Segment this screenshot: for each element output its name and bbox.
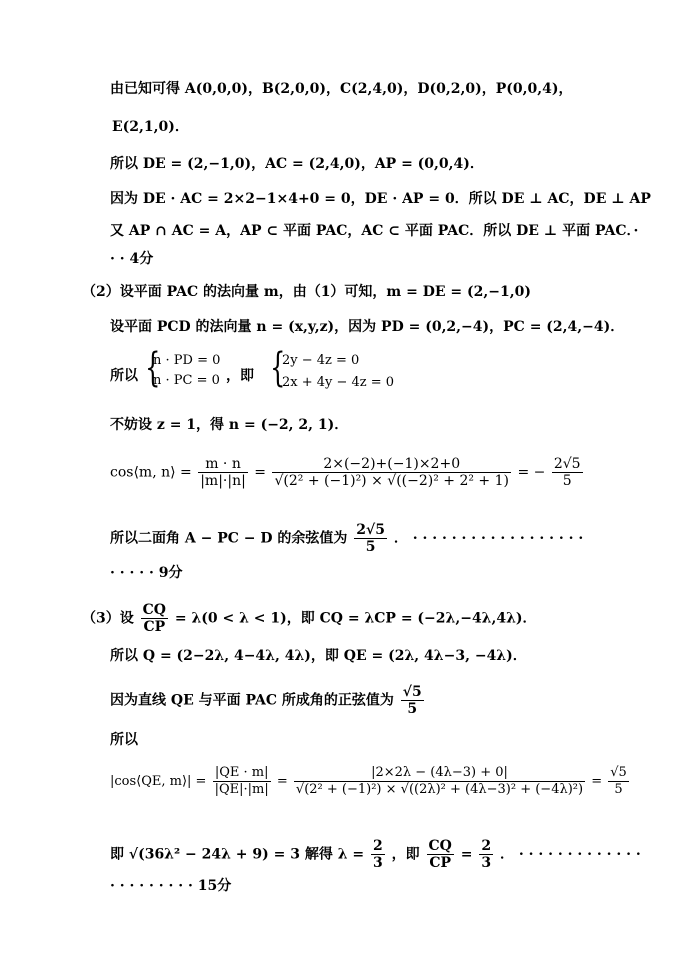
part3-ratio-den: CP — [143, 619, 166, 635]
angle-frac-1-num: |QE · m| — [213, 765, 271, 782]
answer-ratio-den: CP — [429, 855, 452, 871]
dihedral-frac-den: 5 — [365, 539, 376, 555]
cos-frac-3 — [552, 456, 583, 489]
cos-lhs: cos⟨m, n⟩ = — [110, 464, 192, 481]
cos-frac-1 — [198, 456, 248, 489]
lambda-frac — [371, 838, 385, 871]
namely-label: ，即 — [226, 368, 254, 384]
cos-frac-3-num: 2√5 — [553, 456, 581, 472]
system1-eq1: n · PD = 0 — [153, 353, 221, 368]
line-vectors: 所以 DE = (2,−1,0)，AC = (2,4,0)，AP = (0,0,4)． — [110, 156, 484, 172]
answer-ratio-frac — [427, 838, 454, 871]
angle-frac-2 — [294, 765, 585, 798]
cos-frac-1-num: m · n — [198, 456, 248, 473]
cos-frac-2-den: √(2² + (−1)²) × √((−2)² + 2² + 1) — [274, 473, 509, 489]
answer-value-frac — [479, 838, 493, 871]
angle-eq-1: = — [276, 774, 288, 789]
part3-ratio-num: CQ — [142, 602, 166, 618]
sine-frac — [401, 684, 424, 717]
answer-eq: = — [460, 846, 473, 863]
score-part1: · · 4分 — [110, 251, 154, 267]
solve-lambda-row — [110, 838, 641, 871]
dihedral-frac — [354, 522, 387, 555]
angle-frac-2-den: √(2² + (−1)²) × √((2λ)² + (4λ−3)² + (−4λ)²) — [295, 782, 584, 797]
sine-frac-den: 5 — [407, 701, 418, 717]
line-part2-normal-m: （2）设平面 PAC 的法向量 m，由（1）可知，m = DE = (2,−1,0) — [82, 284, 531, 300]
answer-value-den: 3 — [481, 855, 492, 871]
cos-rhs-eq: = − — [517, 464, 546, 481]
angle-frac-1 — [213, 765, 271, 798]
score-part3: · · · · · · · · · 15分 — [110, 878, 232, 894]
cos-frac-2-num: 2×(−2)+(−1)×2+0 — [272, 456, 511, 473]
line-perpendicular: 因为 DE · AC = 2×2−1×4+0 = 0，DE · AP = 0．所以 DE ⊥ AC，DE ⊥ AP — [110, 191, 651, 207]
line-point-e: E(2,1,0)． — [112, 119, 189, 135]
dihedral-dots: ． · · · · · · · · · · · · · · · · · · — [393, 530, 584, 547]
system1-eq2: n · PC = 0 — [153, 373, 220, 388]
dihedral-answer-row — [110, 522, 583, 555]
cos-frac-1-den: |m|·|n| — [200, 473, 246, 489]
part3-label: （3）设 — [82, 610, 134, 627]
part3-setup-row — [82, 602, 537, 635]
part3-ratio-frac — [141, 602, 168, 635]
so-label-2: 所以 — [110, 732, 138, 748]
cos-frac-2 — [272, 456, 511, 489]
angle-formula-row — [110, 765, 631, 798]
cos-frac-3-den: 5 — [562, 473, 572, 489]
angle-frac-1-den: |QE|·|m| — [214, 782, 269, 797]
left-brace-1: { — [145, 345, 161, 391]
angle-frac-3-den: 5 — [614, 782, 623, 797]
system2-eq2: 2x + 4y − 4z = 0 — [282, 375, 395, 390]
answer-ratio-num: CQ — [428, 838, 452, 854]
lambda-frac-den: 3 — [373, 855, 383, 871]
line-conclusion-1: 又 AP ∩ AC = A，AP ⊂ 平面 PAC，AC ⊂ 平面 PAC．所以 DE ⊥ 平面 PAC．· — [110, 223, 639, 239]
line-q-coordinates: 所以 Q = (2−2λ, 4−4λ, 4λ)，即 QE = (2λ, 4λ−3, −4λ)． — [110, 648, 527, 664]
line-points: 由已知可得 A(0,0,0)，B(2,0,0)，C(2,4,0)，D(0,2,0)，P(0,0,4)， — [110, 81, 573, 97]
left-brace-2: { — [270, 345, 286, 391]
sine-condition-row — [110, 684, 426, 717]
system2-eq1: 2y − 4z = 0 — [282, 353, 360, 368]
angle-frac-3-num: √5 — [610, 765, 627, 780]
line-set-z: 不妨设 z = 1，得 n = (−2, 2, 1)． — [110, 417, 349, 433]
sine-text: 因为直线 QE 与平面 PAC 所成角的正弦值为 — [110, 692, 394, 709]
score-part2: · · · · · 9分 — [110, 565, 183, 581]
answer-dots: ． · · · · · · · · · · · · · — [499, 846, 641, 863]
answer-value-num: 2 — [481, 838, 492, 854]
solve-text: 即 √(36λ² − 24λ + 9) = 3 解得 λ = — [110, 846, 365, 863]
dihedral-frac-num: 2√5 — [356, 522, 385, 538]
sine-frac-num: √5 — [402, 684, 422, 700]
angle-frac-2-num: |2×2λ − (4λ−3) + 0| — [294, 765, 585, 782]
solve-namely: ，即 — [391, 846, 420, 863]
line-part2-normal-n: 设平面 PCD 的法向量 n = (x,y,z)，因为 PD = (0,2,−4)，PC = (2,4,−4)． — [110, 319, 625, 335]
angle-frac-3 — [608, 765, 629, 798]
angle-lhs: |cos⟨QE, m⟩| = — [110, 774, 207, 789]
part3-lambda-text: = λ(0 < λ < 1)，即 CQ = λCP = (−2λ,−4λ,4λ)． — [174, 610, 537, 627]
dihedral-text: 所以二面角 A − PC − D 的余弦值为 — [110, 530, 348, 547]
so-label: 所以 — [110, 368, 138, 384]
angle-eq-2: = — [591, 774, 603, 789]
lambda-frac-num: 2 — [373, 838, 383, 854]
cos-formula-row: cos⟨m, n⟩ = $\frac{m \cdot n}{|m|\cdot|n|}$ = $\frac{2\times(-2)+(-1)\times 2+0}{\text{√(2² + (−1)²) × √((−2)² + 2² + 1)}}$ = − $\frac{2√5}{5}$ — [110, 456, 581, 489]
